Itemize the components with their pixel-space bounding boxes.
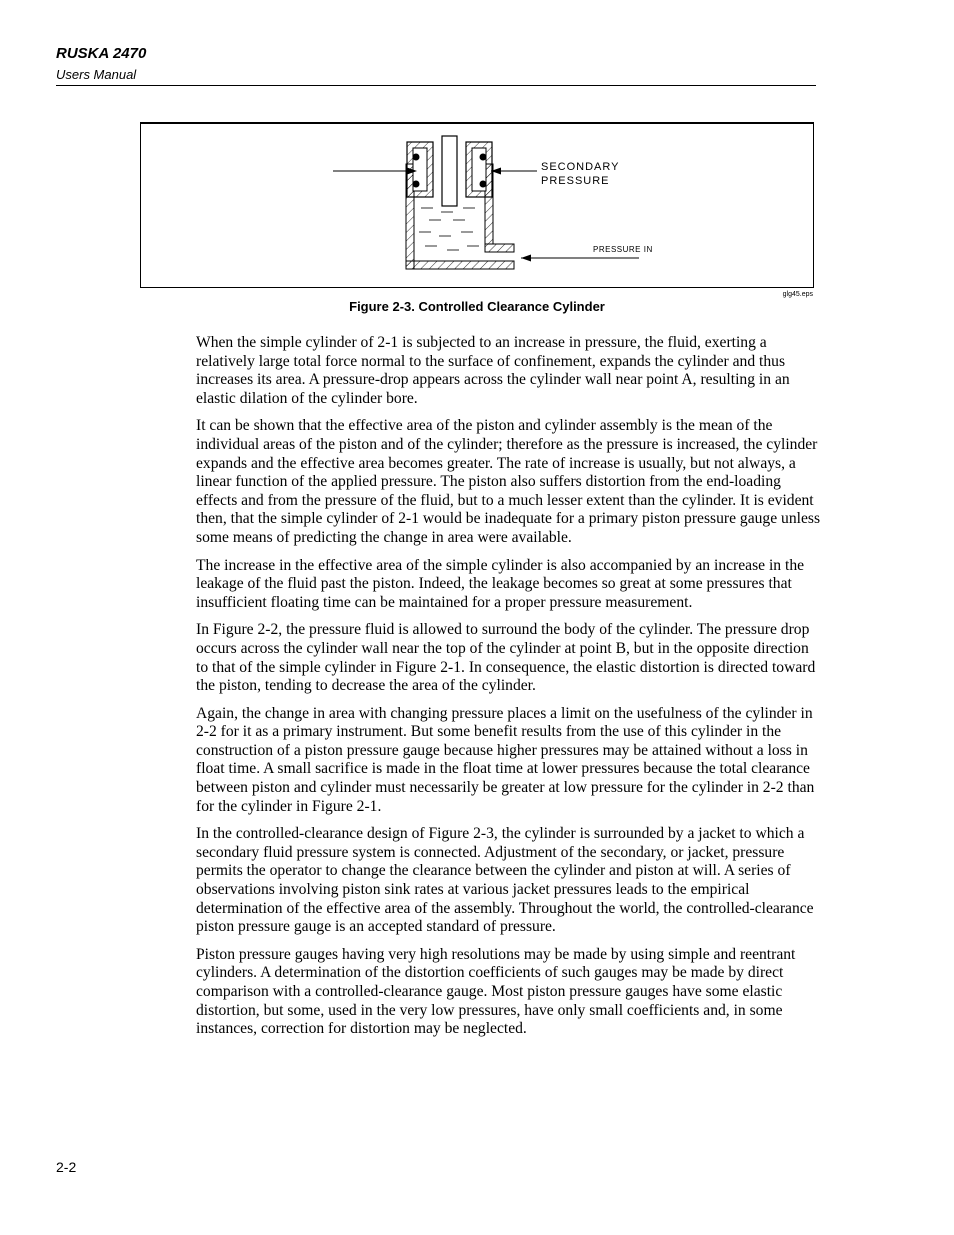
figure-file-name: glg45.eps: [782, 291, 813, 298]
manual-title: RUSKA 2470: [56, 45, 147, 62]
secondary-pressure-label-line2: PRESSURE: [541, 175, 610, 187]
container-bottom-wall: [406, 261, 514, 269]
paragraph: Piston pressure gauges having very high resolutions may be made by using simple and reentrant cylinders. A determination of the distortion coefficients of such gauges may be made by direct comparison with a controlled-clearance gauge. Most piston pressure gauges have some elastic distortion, but some, used in the very low pressures, have only small coefficients and, in some instances, correction for distortion may be neglected.: [196, 945, 796, 1038]
manual-subtitle: Users Manual: [56, 67, 137, 82]
right-seal-top: [480, 154, 487, 161]
pressure-in-label: PRESSURE IN: [593, 245, 653, 254]
figure-frame: [140, 122, 814, 288]
paragraph: In Figure 2-2, the pressure fluid is allowed to surround the body of the cylinder. The pressure drop occurs across the cylinder wall near the top of the cylinder at point B, but in the opposite direction to that of the simple cylinder in Figure 2-1. In consequence, the elastic distortion is directed toward the piston, tending to decrease the area of the cylinder.: [196, 621, 816, 695]
right-seal-bottom: [480, 181, 487, 188]
paragraph: In the controlled-clearance design of Figure 2-3, the cylinder is surrounded by a jacket to which a secondary fluid pressure system is connected. Adjustment of the secondary, or jacket, pressure permits the operator to change the clearance between the cylinder and piston at will. A series of observations involving piston sink rates at various jacket pressures leads to the empirical determination of the effective area of the assembly. Throughout the world, the controlled-clearance piston pressure gauge is an accepted standard of pressure.: [196, 825, 814, 936]
paragraph: The increase in the effective area of the simple cylinder is also accompanied by an increase in the leakage of the fluid past the piston. Indeed, the leakage becomes so great at some pressures that insufficient floating time can be maintained for a proper pressure measurement.: [196, 556, 805, 611]
paragraph: It can be shown that the effective area of the piston and cylinder assembly is the mean of the individual areas of the piston and of the cylinder; therefore as the pressure is increased, the cylinder expands and the effective area becomes greater. The rate of increase is usually, but not always, a linear function of the applied pressure. The piston also suffers distortion from the end-loading effects and from the pressure of the fluid, but to a much lesser extent than the cylinder. It is evident then, that the simple cylinder of 2-1 would be inadequate for a primary piston pressure gauge unless some means of predicting the change in area were available.: [196, 417, 821, 546]
secondary-pressure-label-line1: SECONDARY: [541, 161, 620, 173]
left-seal-top: [413, 154, 420, 161]
body-text: [196, 334, 822, 1048]
controlled-clearance-cylinder-diagram: [141, 124, 815, 290]
container-right-foot: [485, 244, 514, 252]
page-number: 2-2: [56, 1159, 77, 1175]
piston: [442, 136, 457, 206]
figure-caption: Figure 2-3. Controlled Clearance Cylinder: [349, 299, 605, 314]
fluid-marks: [419, 208, 479, 250]
paragraph: When the simple cylinder of 2-1 is subjected to an increase in pressure, the fluid, exerting a relatively large total force normal to the surface of confinement, expands the cylinder and thus increases its area. A pressure-drop appears across the cylinder wall near point A, resulting in an elastic dilation of the cylinder bore.: [196, 334, 790, 407]
pressure-in-arrowhead: [521, 255, 531, 262]
left-seal-bottom: [413, 181, 420, 188]
header-rule: [56, 85, 816, 86]
paragraph: Again, the change in area with changing pressure places a limit on the usefulness of the cylinder in 2-2 for it as a primary instrument. But some benefit results from the use of this cylinder in the construction of a piston pressure gauge because higher pressures may be attained without a loss in float time. A small sacrifice is made in the float time at lower pressures because the total clearance between piston and cylinder must necessarily be greater at low pressure for the cylinder in 2-2 than for the cylinder in Figure 2-1.: [196, 704, 815, 815]
